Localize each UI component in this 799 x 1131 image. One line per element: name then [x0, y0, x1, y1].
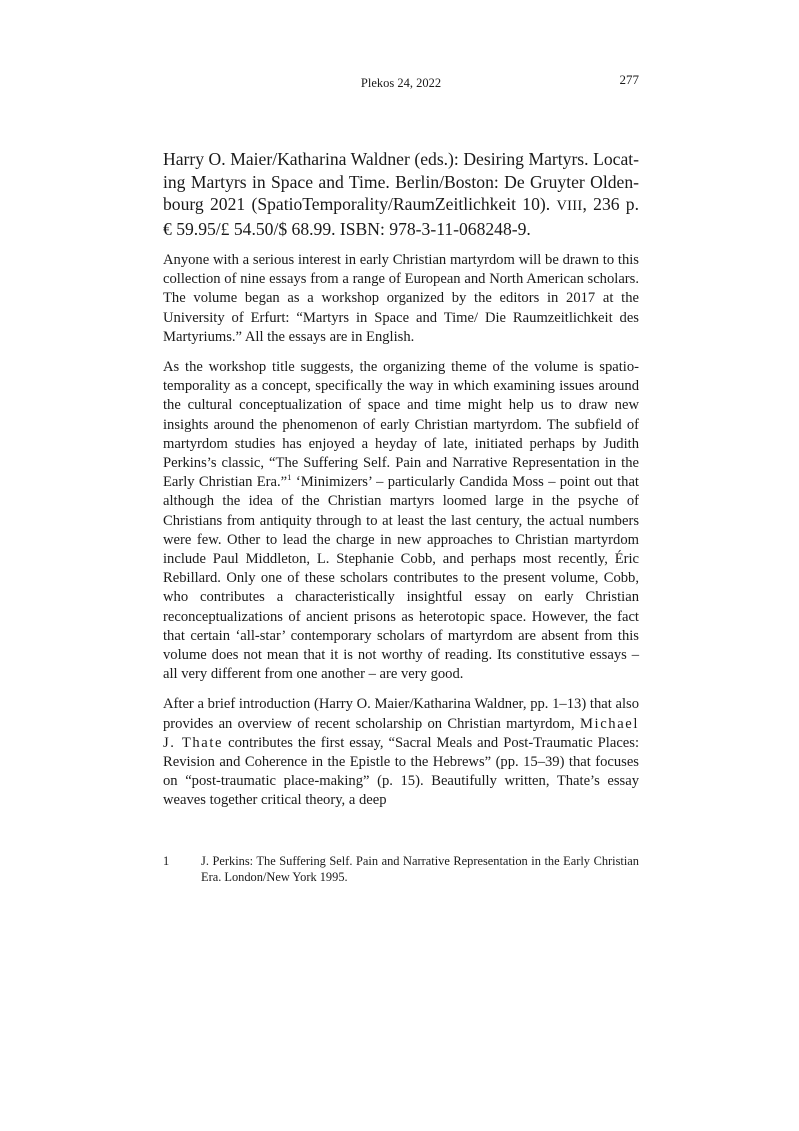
footnote-text: J. Perkins: The Suffering Self. Pain and Narrative Representation in the Early Christian Era. London/New York 1995.	[201, 854, 639, 884]
citation-text: Harry O. Maier/Katharina Waldner (eds.): Desiring Martyrs. Locating Martyrs in Space and Time. Berlin/Boston: De Gruyter Oldenbourg 2021 (SpatioTemporality/RaumZeitlichkeit 10).	[163, 149, 639, 214]
citation-roman-pages: VIII	[556, 198, 583, 214]
review-body	[163, 251, 639, 822]
paragraph-2	[163, 358, 639, 684]
footnote-reference[interactable]: 1	[287, 472, 292, 483]
running-header	[163, 72, 639, 92]
paragraph-3-text-cont: contributes the first essay, “Sacral Meals and Post-Traumatic Places: Revision and Coherence in the Epistle to the Hebrews” (pp. 15–39) that focuses on “post-traumatic place-making” (p. 15). Beautifully written, Thate’s essay weaves together critical theory, a deep	[163, 734, 640, 809]
paragraph-1: Anyone with a serious interest in early Christian martyrdom will be drawn to this collection of nine essays from a range of European and North American scholars. The volume began as a workshop organized by the editors in 2017 at the University of Erfurt: “Martyrs in Space and Time/ Die Raumzeitlichkeit des Martyriums.” All the essays are in English.	[163, 252, 639, 345]
paragraph-3-text: After a brief introduction (Harry O. Maier/Katharina Waldner, pp. 1–13) that also provides an overview of recent scholarship on Christian martyrdom,	[163, 696, 639, 732]
essay-author-name: Michael J. Thate	[163, 715, 639, 751]
review-citation	[163, 148, 639, 240]
journal-title: Plekos 24, 2022	[360, 76, 442, 90]
footnote-number: 1	[163, 854, 170, 868]
paragraph-3	[163, 695, 639, 810]
page-number: 277	[619, 72, 639, 87]
footnote	[163, 854, 639, 885]
citation-text-end: , 236 p. € 59.95/£ 54.50/$ 68.99. ISBN: 978-3-11-068248-9.	[163, 194, 639, 239]
paragraph-2-text: As the workshop title suggests, the organizing theme of the volume is spatio-temporality as a concept, specifically the way in which examining issues around the cultural conceptualization of space and time might help us to draw new insights around the phenomenon of early Christian martyrdom. The subfield of martyrdom studies has enjoyed a heyday of late, initiated perhaps by Judith Perkins’s classic, “The Suffering Self. Pain and Narrative Representation in the Early Christian Era.”	[163, 359, 639, 491]
paragraph-2-text-cont: ‘Minimizers’ – particularly Candida Moss – point out that although the idea of the Christian martyrs loomed large in the psyche of Christians from antiquity through to at least the last century, the actual numbers were few. Other to lead the charge in new approaches to Christian martyrdom include Paul Middleton, L. Stephanie Cobb, and perhaps most recently, Éric Rebillard. Only one of these scholars contributes to the present volume, Cobb, who contributes a characteristically insightful essay on early Christian reconceptualizations of ancient prisons as heterotopic space. However, the fact that certain ‘all-star’ contemporary scholars of martyrdom are absent from this volume does not mean that it is not worthy of reading. Its constitutive essays – all very different from one another – are very good.	[163, 474, 639, 683]
